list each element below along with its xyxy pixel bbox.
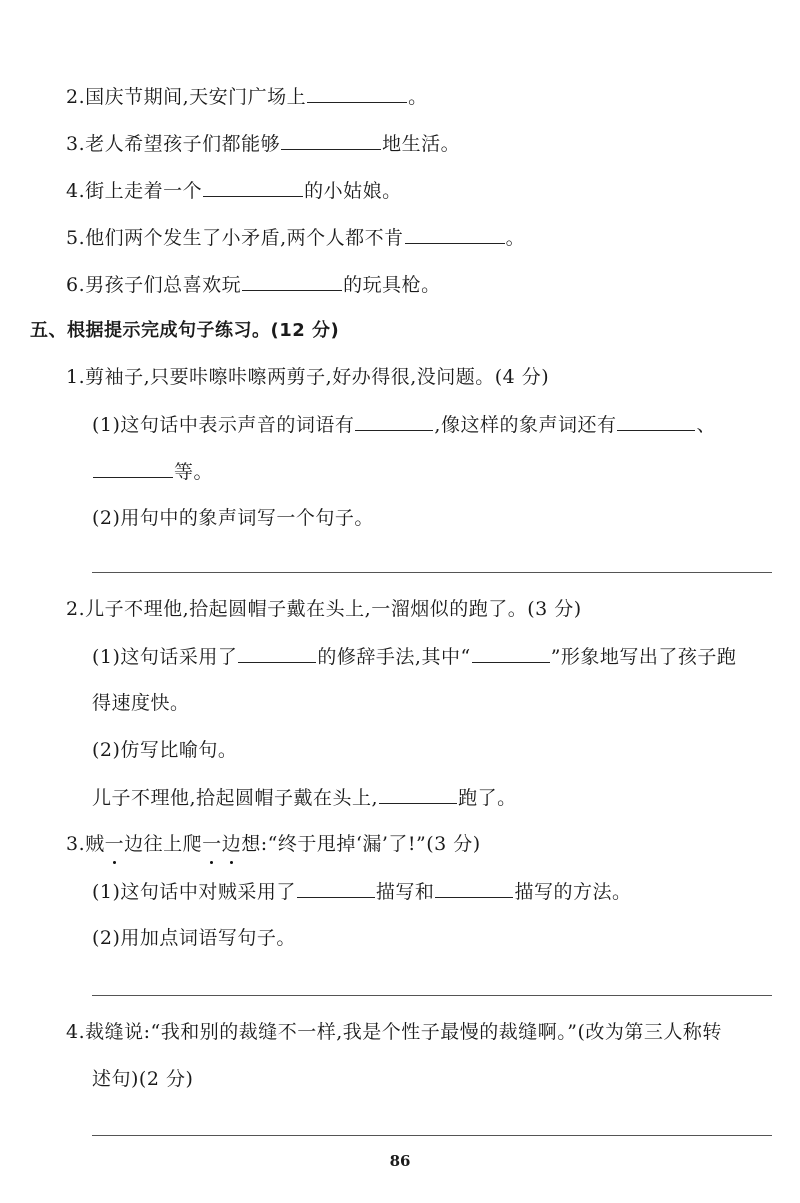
question-2-part-1: (1)这句话采用了 的修辞手法,其中“ ”形象地写出了孩子跑 — [92, 646, 737, 668]
fill-item-5: 5.他们两个发生了小矛盾,两个人都不肯 。 — [66, 227, 526, 249]
answer-blank[interactable] — [242, 272, 342, 291]
dotted-character: 一 — [104, 833, 125, 855]
answer-blank[interactable] — [379, 785, 457, 804]
answer-blank[interactable] — [405, 225, 505, 244]
question-4-stem-cont: 述句)(2 分) — [92, 1068, 194, 1090]
answer-writing-line[interactable] — [92, 1135, 772, 1136]
answer-blank[interactable] — [203, 178, 303, 197]
fill-item-3: 3.老人希望孩子们都能够 地生活。 — [66, 133, 461, 155]
answer-blank[interactable] — [617, 412, 695, 431]
answer-blank[interactable] — [93, 459, 173, 478]
question-1-stem: 1.剪袖子,只要咔嚓咔嚓两剪子,好办得很,没问题。(4 分) — [66, 366, 550, 388]
question-1-part-2: (2)用句中的象声词写一个句子。 — [92, 507, 374, 529]
question-2-part-1-cont: 得速度快。 — [92, 692, 190, 714]
question-2-stem: 2.儿子不理他,拾起圆帽子戴在头上,一溜烟似的跑了。(3 分) — [66, 598, 582, 620]
question-1-part-1-cont: 等。 — [92, 459, 213, 484]
answer-writing-line[interactable] — [92, 995, 772, 996]
section-title: 五、根据提示完成句子练习。(12 分) — [30, 320, 340, 341]
answer-blank[interactable] — [435, 879, 513, 898]
dotted-character: 一 — [202, 833, 222, 855]
answer-blank[interactable] — [297, 879, 375, 898]
question-4-stem: 4.裁缝说:“我和别的裁缝不一样,我是个性子最慢的裁缝啊。”(改为第三人称转 — [66, 1021, 722, 1043]
answer-blank[interactable] — [307, 84, 407, 103]
fill-item-4: 4.街上走着一个 的小姑娘。 — [66, 180, 402, 202]
answer-blank[interactable] — [238, 644, 316, 663]
question-3-part-2: (2)用加点词语写句子。 — [92, 927, 296, 949]
question-3-part-1: (1)这句话中对贼采用了 描写和 描写的方法。 — [92, 881, 632, 903]
answer-blank[interactable] — [355, 412, 433, 431]
question-2-part-2: (2)仿写比喻句。 — [92, 739, 238, 761]
page-number: 86 — [389, 1152, 411, 1170]
answer-writing-line[interactable] — [92, 572, 772, 573]
fill-item-6: 6.男孩子们总喜欢玩 的玩具枪。 — [66, 274, 441, 296]
answer-blank[interactable] — [281, 131, 381, 150]
question-3-stem: 3.贼一边往上爬一边想:“终于甩掉‘漏’了!”(3 分) — [66, 833, 481, 855]
question-1-part-1: (1)这句话中表示声音的词语有 ,像这样的象声词还有 、 — [92, 414, 716, 436]
dotted-character: 边 — [221, 833, 242, 855]
fill-item-2: 2.国庆节期间,天安门广场上 。 — [66, 86, 428, 108]
question-2-imitation: 儿子不理他,拾起圆帽子戴在头上, 跑了。 — [92, 787, 517, 809]
answer-blank[interactable] — [472, 644, 550, 663]
